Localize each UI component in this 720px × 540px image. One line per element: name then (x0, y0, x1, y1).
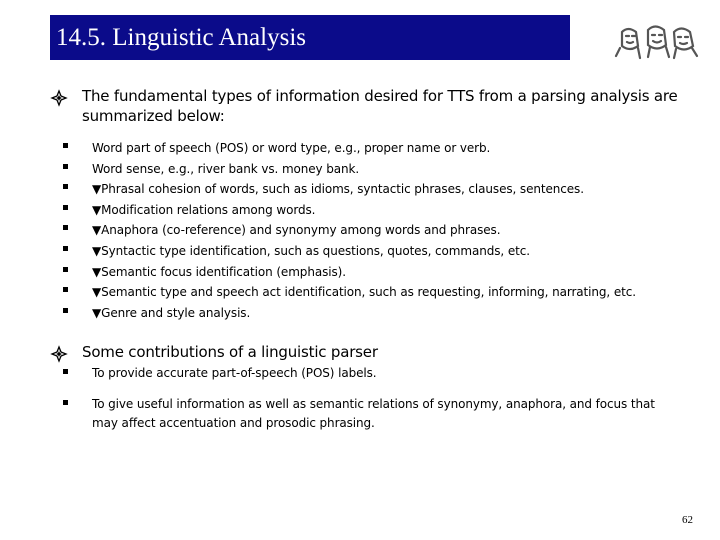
square-bullet-icon (63, 164, 68, 169)
section-1-lead: The fundamental types of information desired for TTS from a parsing analysis are summarized below: (82, 87, 678, 125)
section-1 (50, 86, 690, 126)
square-bullet-icon (63, 308, 68, 313)
diamond-bullet-icon (50, 345, 68, 363)
section-2-lead: Some contributions of a linguistic parser (82, 343, 378, 361)
diamond-bullet-icon (50, 89, 68, 107)
square-bullet-icon (63, 205, 68, 210)
square-bullet-icon (63, 225, 68, 230)
square-bullet-icon (63, 184, 68, 189)
section-2 (50, 342, 690, 362)
square-bullet-icon (63, 143, 68, 148)
three-faces-logo-icon (612, 22, 702, 64)
section-1-list (62, 138, 680, 323)
list-item: ▼Genre and style analysis. (62, 303, 680, 324)
section-2-list (62, 364, 680, 433)
page-number: 62 (682, 514, 693, 526)
square-bullet-icon (63, 267, 68, 272)
square-bullet-icon (63, 400, 68, 405)
list-item: To provide accurate part-of-speech (POS) labels. (62, 364, 680, 383)
list-item: ▼Modification relations among words. (62, 200, 680, 221)
list-item: To give useful information as well as semantic relations of synonymy, anaphora, and focus that may affect accentuation and prosodic phrasing. (62, 395, 680, 433)
list-item: Word part of speech (POS) or word type, e.g., proper name or verb. (62, 138, 680, 159)
square-bullet-icon (63, 246, 68, 251)
list-item: ▼Anaphora (co-reference) and synonymy among words and phrases. (62, 220, 680, 241)
list-item: Word sense, e.g., river bank vs. money bank. (62, 159, 680, 180)
list-item: ▼Semantic type and speech act identification, such as requesting, informing, narrating, etc. (62, 282, 680, 303)
list-item: ▼Syntactic type identification, such as questions, quotes, commands, etc. (62, 241, 680, 262)
slide-title: 14.5. Linguistic Analysis (56, 24, 306, 51)
square-bullet-icon (63, 287, 68, 292)
list-item: ▼Semantic focus identification (emphasis). (62, 262, 680, 283)
title-bar (50, 15, 570, 60)
square-bullet-icon (63, 369, 68, 374)
list-item: ▼Phrasal cohesion of words, such as idioms, syntactic phrases, clauses, sentences. (62, 179, 680, 200)
